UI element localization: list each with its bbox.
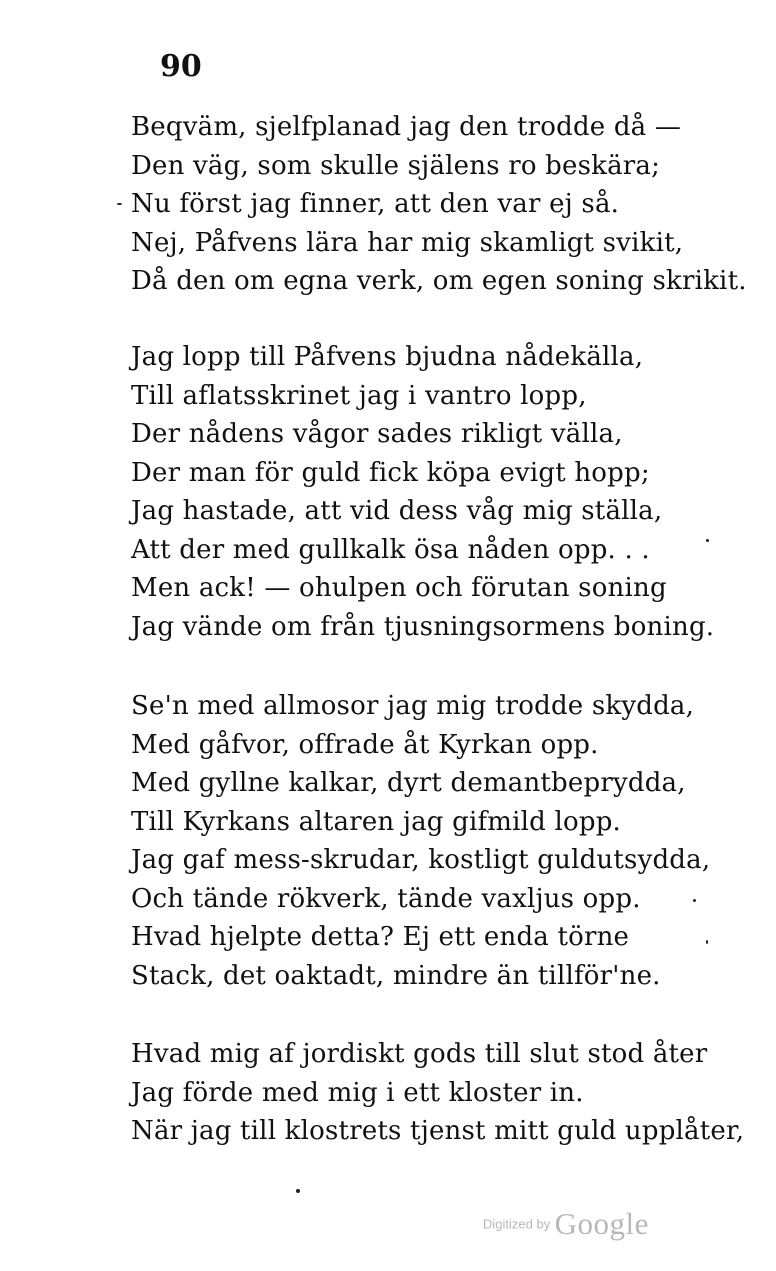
poem-line: Med gyllne kalkar, dyrt demantbeprydda,	[131, 768, 686, 798]
poem-line: Beqväm, sjelfplanad jag den trodde då —	[131, 112, 682, 142]
poem-line: Der man för guld fick köpa evigt hopp;	[131, 457, 650, 488]
page-number: 90	[160, 49, 202, 84]
poem-line: Hvad mig af jordiskt gods till slut stod åter	[131, 1039, 708, 1069]
stanza-2	[131, 338, 731, 646]
poem-line: Till aflatsskrinet jag i vantro lopp,	[131, 380, 587, 411]
poem-line: Jag hastade, att vid dess våg mig ställa,	[131, 496, 663, 526]
scan-speck	[706, 940, 708, 944]
poem-line: Att der med gullkalk ösa nåden opp. . .	[131, 534, 650, 565]
stanza-1	[131, 108, 747, 301]
watermark-prefix: Digitized by	[483, 1216, 551, 1232]
poem-line: Der nådens vågor sades rikligt välla,	[131, 419, 623, 449]
scan-speck	[706, 539, 709, 542]
stanza-4	[131, 1035, 745, 1151]
digitized-by-google-watermark	[483, 1206, 649, 1242]
poem-line: Men ack! — ohulpen och förutan soning	[131, 573, 667, 603]
poem-line: Hvad hjelpte detta? Ej ett enda törne	[131, 922, 630, 952]
poem-line: Nu först jag finner, att den var ej så.	[131, 189, 620, 219]
scan-speck	[693, 899, 696, 902]
poem-line: Jag förde med mig i ett kloster in.	[131, 1077, 584, 1108]
poem-line: Jag lopp till Påfvens bjudna nådekälla,	[131, 342, 644, 372]
poem-line: Till Kyrkans altaren jag gifmild lopp.	[131, 806, 621, 837]
google-logo: Google	[554, 1206, 649, 1241]
scan-speck	[296, 1189, 300, 1193]
poem-line: Jag vände om från tjusningsormens boning.	[131, 611, 715, 642]
poem-line: Då den om egna verk, om egen soning skrikit.	[131, 266, 747, 296]
poem-line: Den väg, som skulle själens ro beskära;	[131, 150, 661, 181]
poem-line: Med gåfvor, offrade åt Kyrkan opp.	[131, 729, 599, 760]
poem-line: Nej, Påfvens lära har mig skamligt svikit,	[131, 227, 684, 258]
scan-speck	[117, 203, 122, 205]
poem-line: Se'n med allmosor jag mig trodde skydda,	[131, 691, 695, 721]
stanza-3	[131, 687, 731, 995]
poem-line: Och tände rökverk, tände vaxljus opp.	[131, 883, 641, 914]
poem-line: Jag gaf mess-skrudar, kostligt guldutsydda,	[131, 845, 711, 875]
poem-line: Stack, det oaktadt, mindre än tillför'ne.	[131, 960, 661, 991]
poem-line: När jag till klostrets tjenst mitt guld upplåter,	[131, 1116, 745, 1146]
